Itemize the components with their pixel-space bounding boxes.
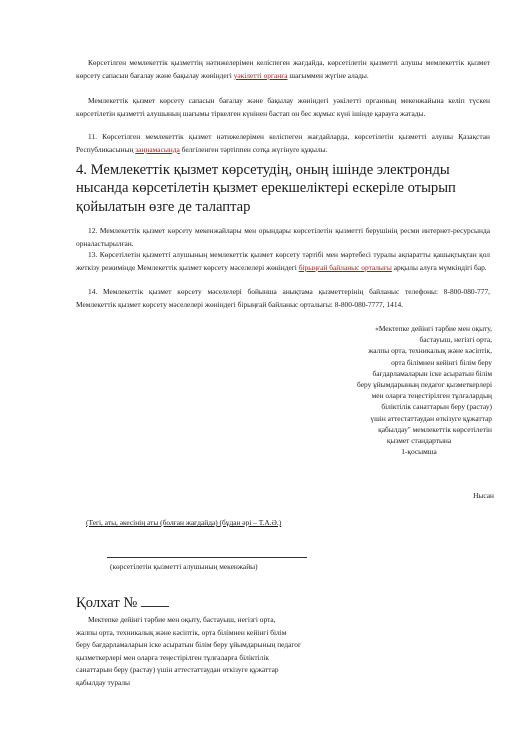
form-label: Нысан — [473, 491, 494, 500]
appendix-number: 1-қосымша — [401, 447, 437, 457]
receipt-line: беру бағдарламаларын іске асыратын білім беру ұйымдарының педагог — [76, 640, 301, 650]
appendix-line: бағдарламаларын іске асыратын білім — [372, 368, 492, 378]
receipt-line: жалпы орта, техникалық және кәсіптік, орта білімнен кейінгі білім — [76, 627, 287, 637]
paragraph-text: 12. Мемлекеттік қызмет көрсету мекенжайлары мен орындары көрсетілетін қызметті берушінің ресми интернет-ресурсында орналастырылған. — [76, 226, 490, 248]
paragraph-text: Көрсетілген мемлекеттік қызметтің нәтижелерімен келіспеген жағдайда, көрсетілетін қызметті алушы мемлекеттік қызмет көрсету сапасын бағалау және бақылау жөніндегі — [76, 58, 490, 80]
appendix-line: беру ұйымдарының педагог қызметкерлері — [357, 380, 492, 390]
appendix-line: жалпы орта, техникалық және кәсіптік, — [368, 346, 492, 356]
paragraph-12 — [76, 225, 490, 250]
section-heading: 4. Мемлекеттік қызмет көрсетудің, оның ішінде электронды нысанда көрсетілетін қызмет ерекшеліктері ескеріле отырып қойылатын өзге де талаптар — [76, 162, 456, 215]
appendix-line: «Мектепке дейінгі тәрбие мен оқыту, — [375, 324, 492, 333]
link-authorized-body[interactable]: уәкілетті органға — [233, 70, 288, 80]
receipt-line: Мектепке дейінгі тәрбие мен оқыту, бастауыш, негізгі орта, — [88, 615, 276, 624]
paragraph-11 — [76, 131, 490, 156]
paragraph-text: белгіленген тәртіппен сотқа жүгінуге құқылы. — [179, 144, 328, 154]
paragraph-complaint — [76, 57, 490, 82]
link-legislation[interactable]: заңнамасында — [135, 144, 180, 154]
paragraph-13 — [76, 249, 490, 274]
address-field-line — [107, 557, 307, 558]
appendix-line: қабылдау" мемлекеттік көрсетілетін — [378, 424, 492, 434]
appendix-line: мен оларға теңестірілген тұлғалардың — [371, 391, 492, 401]
address-caption: (көрсетілетін қызметті алушының мекенжайы) — [110, 562, 258, 571]
paragraph-complaint-term — [76, 95, 490, 120]
receipt-number-blank — [141, 594, 169, 607]
link-contact-center[interactable]: бірыңғай байланыс орталығы — [298, 262, 392, 272]
receipt-line: қабылдау туралы — [76, 677, 131, 687]
receipt-title — [76, 594, 169, 612]
appendix-note — [306, 323, 492, 457]
appendix-line: қызмет стандартына — [386, 436, 452, 446]
paragraph-text: арқылы алуға мүмкіндігі бар. — [391, 262, 487, 272]
receipt-body — [76, 614, 366, 690]
appendix-line: үшін аттестаттаудан өткізуге құжаттар — [370, 413, 492, 423]
paragraph-text: 14. Мемлекеттік қызмет көрсету мәселелері бойынша анықтама қызметтерінің байланыс телефоны: 8-800-080-777, Мемлекеттік қызмет көрсету мәселелері жөніндегі бірыңғай байланыс орталығы: 8-800-080-7777, 1414. — [76, 287, 490, 309]
paragraph-14 — [76, 286, 490, 311]
receipt-line: санаттарын беру (растау) үшін аттестаттаудан өткізуге құжаттар — [76, 665, 279, 675]
receipt-title-text: Қолхат № — [76, 595, 138, 611]
full-name-caption: (Тегі, аты, әкесінің аты (болған жағдайда) (бұдан әрі – Т.А.Ә.) — [86, 518, 282, 527]
receipt-line: қызметкерлері мен оларға теңестірілген тұлғаларға біліктілік — [76, 652, 270, 662]
paragraph-text: Мемлекеттік қызмет көрсету сапасын бағалау және бақылау жөніндегі уәкілетті органның мекенжайына келіп түскен көрсетілетін қызметті алушының шағымы тіркелген күнінен бастап он бес жұмыс күні ішінде қарауға жатады. — [76, 96, 490, 118]
appendix-line: орта білімнен кейінгі білім беру — [391, 357, 492, 367]
appendix-line: біліктілік санаттарын беру (растау) — [381, 402, 492, 412]
paragraph-text: 13. Көрсетілетін қызметті алушының мемлекеттік қызмет көрсету тәртібі мен мәртебесі туралы ақпаратты қашықтықтан қол жеткізу режимінде Мемлекеттік қызмет көрсету мәселелері жөніндегі — [76, 250, 490, 272]
appendix-line: бастауыш, негізгі орта, — [419, 335, 492, 345]
paragraph-text: шағыммен жүгіне алады. — [287, 70, 369, 80]
paragraph-text: 11. Көрсетілген мемлекеттік қызмет нәтижелерімен келіспеген жағдайларда, көрсетілетін қызметті алушы Қазақстан Республикасының — [76, 132, 490, 154]
